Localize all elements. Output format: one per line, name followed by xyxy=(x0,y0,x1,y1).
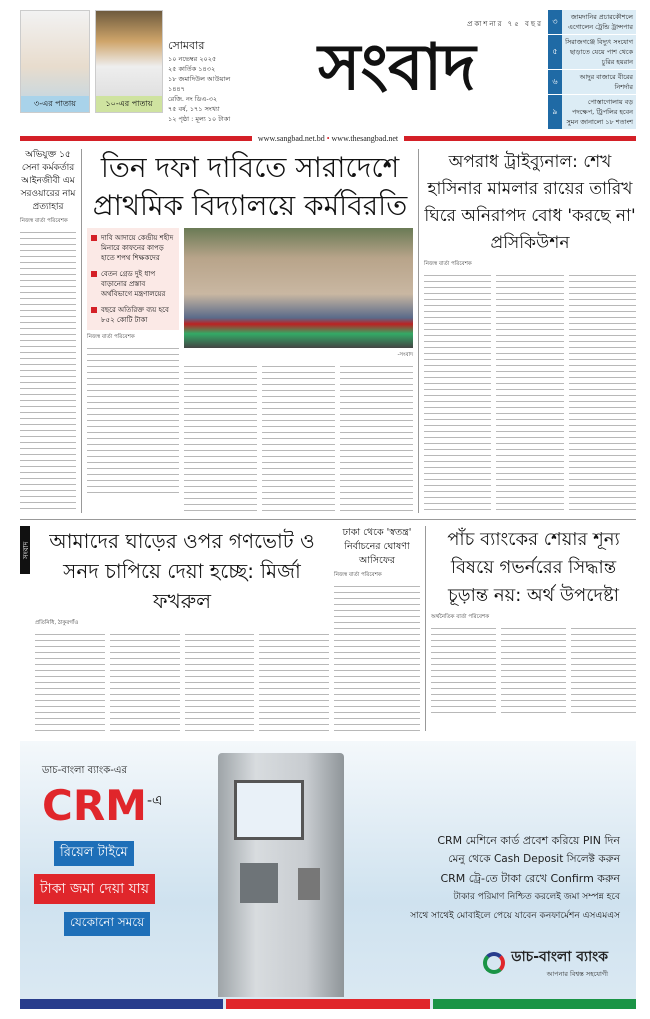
right-body-col2 xyxy=(496,272,563,513)
index-item[interactable] xyxy=(548,35,636,70)
callout: বছরে অতিরিক্ত ব্যয় হবে ৮৫২ কোটি টাকা xyxy=(87,302,179,328)
top-section xyxy=(20,149,636,513)
ad-ribbon: টাকা জমা দেয়া যায় xyxy=(34,874,155,904)
tagline: প্রকাশনার ৭৫ বছর xyxy=(467,20,543,28)
crm-suffix: -এ xyxy=(146,793,163,809)
photo-credit: -সংবাদ xyxy=(397,352,413,358)
crm-screen xyxy=(234,780,304,840)
feature-photo-footballer[interactable] xyxy=(95,10,163,113)
index-text: আদুর বাজারে বীরের নিশর্দার xyxy=(579,73,633,91)
ad-step: CRM ট্রে-তে টাকা রেখে Confirm করুন xyxy=(440,872,620,885)
left-side-story[interactable] xyxy=(20,149,76,513)
rule-left xyxy=(20,136,252,141)
index-text: জামদানির প্রচারকৌশলে এগোলেন ট্রেন্ডি ট্রান্সপার xyxy=(568,13,633,31)
ad-brand-prefix: ডাচ-বাংলা ব্যাংক-এর xyxy=(42,765,127,776)
headline: অভিযুক্ত ১৫ সেনা কর্মকর্তার আইনজীবী এম সরওয়ারের নাম প্রত্যাহার xyxy=(20,150,76,212)
ad-bar-green xyxy=(433,999,636,1009)
bank-name: ডাচ-বাংলা ব্যাংক xyxy=(511,949,608,965)
weekday: সোমবার xyxy=(168,39,205,52)
byline: নিজস্ব বার্তা পরিবেশক xyxy=(334,572,382,578)
crm-machine-image xyxy=(218,753,344,997)
index-item[interactable] xyxy=(548,95,636,130)
photo-caption: ৩-এর পাতায় xyxy=(21,96,89,112)
second-story xyxy=(35,526,329,731)
index-page: ৫ xyxy=(548,35,562,69)
callout: বেতন গ্রেড দুই ধাপ বাড়ানোর প্রস্তাব অর্থবিভাগে মন্ত্রণালয়ের xyxy=(87,266,179,302)
ad-step: মেনু থেকে Cash Deposit সিলেক্ট করুন xyxy=(448,853,620,865)
url-link[interactable]: www.thesangbad.net xyxy=(331,134,399,143)
column-rule xyxy=(418,149,419,513)
index-page: ৩ xyxy=(548,10,562,34)
bank-slogan: আপনার বিশ্বস্ত সহযোগী xyxy=(546,970,608,978)
right-lead-headline[interactable]: অপরাধ ট্রাইব্যুনাল: শেখ হাসিনার মামলার রায়ের তারিখ ঘিরে অনিরাপদ বোধ 'করছে না' প্রসিকিউশন xyxy=(424,152,636,253)
ad-bar-blue xyxy=(20,999,223,1009)
index-text: পোস্তাগোলায় বড় পদক্ষেপ, ট্রিপলির হবেন সুমন জানালো ১৮ শতাংশ xyxy=(566,98,633,126)
header xyxy=(20,10,636,130)
third-body-col3 xyxy=(571,625,636,715)
rule-right xyxy=(404,136,636,141)
ad-crm-title xyxy=(42,781,163,831)
lead-story xyxy=(87,149,413,513)
keypad xyxy=(298,868,320,900)
column-rule xyxy=(81,149,82,513)
second-section xyxy=(20,526,636,731)
third-story xyxy=(431,526,636,731)
lead-body-col4 xyxy=(340,363,413,513)
callout: দাবি আদায়ে কেন্দ্রীয় শহীদ মিনারে কাফনের কাপড় হাতে শপথ শিক্ষকদের xyxy=(87,230,179,266)
index-box xyxy=(548,10,636,130)
side-label: সংবাদ xyxy=(20,526,30,574)
third-headline[interactable]: পাঁচ ব্যাংকের শেয়ার শূন্য বিষয়ে গভর্নরের সিদ্ধান্ত চূড়ান্ত নয়: অর্থ উপদেষ্টা xyxy=(447,529,620,606)
index-item[interactable] xyxy=(548,70,636,95)
lead-body-col1 xyxy=(87,345,179,495)
date-line: ২৫ কার্তিক ১৪৩২ xyxy=(168,65,216,73)
ad-ribbon: রিয়েল টাইমে xyxy=(54,841,134,866)
second-body-col2 xyxy=(110,631,180,731)
ad-step: টাকার পরিমাণ নিশ্চিত করলেই জমা সম্পন্ন হবে xyxy=(453,892,620,902)
second-body-col1 xyxy=(35,631,105,731)
dbbl-logo xyxy=(483,945,608,980)
date-line: ১০ নভেম্বর ২০২৫ xyxy=(168,55,217,63)
ad-step: CRM মেশিনে কার্ড প্রবেশ করিয়ে PIN দিন xyxy=(437,834,620,847)
dbbl-logo-icon xyxy=(483,952,505,974)
right-body-col3 xyxy=(569,272,636,513)
photo-caption xyxy=(184,351,413,360)
index-text: সিরাজগঞ্জে বিদ্যুৎ সংযোগ ছাড়াতে যেয়ে পাশ থেকে চুরির হয়রান xyxy=(565,38,633,66)
index-item[interactable] xyxy=(548,10,636,35)
index-page: ৬ xyxy=(548,70,562,94)
masthead-rule xyxy=(20,134,636,143)
advertisement-dbbl-crm[interactable] xyxy=(20,741,636,1009)
url-link[interactable]: www.sangbad.net.bd xyxy=(257,134,325,143)
urls: www.sangbad.net.bd • www.thesangbad.net xyxy=(257,134,399,143)
ad-steps xyxy=(352,831,620,926)
second-body-col3 xyxy=(185,631,255,731)
date-line: রেজি. নং ডিএ-৩২ xyxy=(168,95,218,103)
right-body-col1 xyxy=(424,272,491,513)
cash-slot xyxy=(240,863,278,903)
byline: নিজস্ব বার্তা পরিবেশক xyxy=(20,218,68,224)
column-rule xyxy=(425,526,426,731)
date-line: ১৮ জমাদিউল আউয়াল ১৪৪৭ xyxy=(168,75,231,93)
ad-step: সাথে সাথেই মোবাইলে পেয়ে যাবেন কনফার্মেশন এসএমএস xyxy=(410,911,620,921)
section-rule xyxy=(20,519,636,520)
feature-photo-actress[interactable] xyxy=(20,10,90,113)
second-body-col4 xyxy=(259,631,329,731)
byline: নিজস্ব বার্তা পরিবেশক xyxy=(424,261,472,267)
index-page: ৯ xyxy=(548,95,562,129)
lead-photo-protest[interactable] xyxy=(184,228,413,348)
date-line: ১২ পৃষ্ঠা : মূল্য ১০ টাকা xyxy=(168,115,231,123)
third-body-col2 xyxy=(501,625,566,715)
article-body xyxy=(20,229,76,513)
masthead-logo: সংবাদ xyxy=(318,30,476,105)
date-block xyxy=(168,10,246,130)
ad-ribbons xyxy=(34,841,155,936)
lead-headline[interactable]: তিন দফা দাবিতে সারাদেশে প্রাথমিক বিদ্যালয়ে কর্মবিরতি xyxy=(92,151,408,222)
ad-bar-red xyxy=(226,999,429,1009)
byline: প্রতিনিধি, ঠাকুরগাঁও xyxy=(35,620,79,626)
small-body xyxy=(334,583,420,731)
photo-caption: ১০-এর পাতায় xyxy=(96,96,162,112)
crm-text: CRM xyxy=(42,781,147,830)
ad-ribbon: যেকোনো সময়ে xyxy=(64,912,150,936)
second-headline[interactable]: আমাদের ঘাড়ের ওপর গণভোট ও সনদ চাপিয়ে দেয়া হচ্ছে: মির্জা ফখরুল xyxy=(49,529,315,613)
lead-callouts xyxy=(87,228,179,330)
small-story xyxy=(334,526,420,731)
right-lead-story xyxy=(424,149,636,513)
small-headline[interactable]: ঢাকা থেকে 'স্বতন্ত্র' নির্বাচনের ঘোষণা আসিফের xyxy=(342,527,412,566)
date-line: ৭৫ বর্ষ, ১৭১ সংখ্যা xyxy=(168,105,220,113)
lead-body-col2 xyxy=(184,363,257,513)
third-body-col1 xyxy=(431,625,496,715)
masthead xyxy=(251,10,543,130)
lead-body-col3 xyxy=(262,363,335,513)
byline: নিজস্ব বার্তা পরিবেশক xyxy=(87,334,135,340)
byline: অর্থনৈতিক বার্তা পরিবেশক xyxy=(431,614,490,620)
